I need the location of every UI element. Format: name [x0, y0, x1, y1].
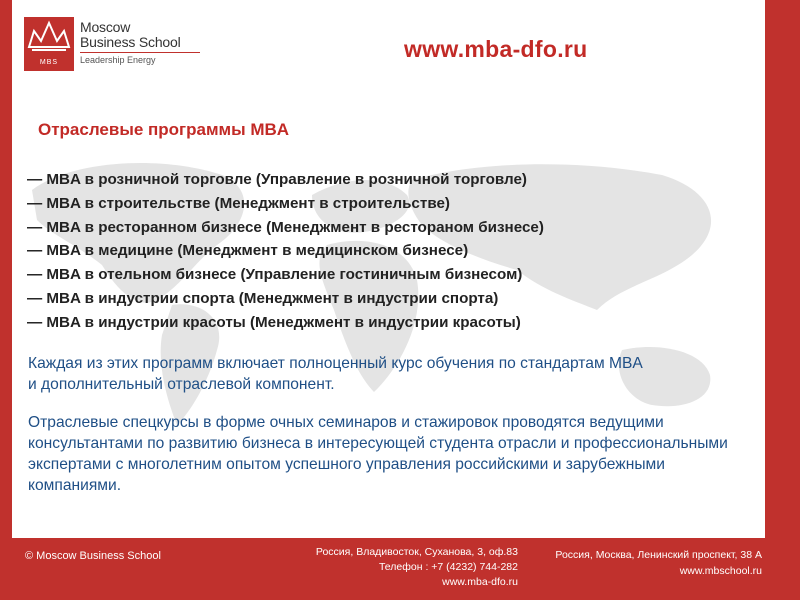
page-number: 14	[738, 9, 753, 24]
footer-copyright: © Moscow Business School	[25, 550, 161, 562]
logo[interactable]	[24, 17, 204, 71]
slide-card	[12, 0, 765, 538]
logo-mark-text: MBS	[39, 59, 59, 66]
footer-vladivostok-contact	[300, 545, 518, 590]
logo-mark	[24, 17, 74, 71]
intro-paragraph: Каждая из этих программ включает полноценный курс обучения по стандартам MBA и дополнительный отраслевой компонент.	[28, 355, 642, 393]
program-item: — MBA в розничной торговле (Управление в розничной торговле)	[27, 171, 527, 188]
program-item: — MBA в ресторанном бизнесе (Менеджмент в ресторaном бизнесе)	[27, 218, 544, 236]
footer-moscow-contact	[520, 547, 762, 579]
logo-divider	[80, 52, 200, 53]
program-item: — MBA в индустрии красоты (Менеджмент в индустрии красоты)	[27, 313, 521, 331]
crown-icon	[24, 17, 74, 53]
logo-tagline: Leadership Energy	[80, 55, 156, 65]
seminars-paragraph: Отраслевые спецкурсы в форме очных семинаров и стажировок проводятся ведущими консультантами по развитию бизнеса в интересующей студента отрасли и профессиональными экспертами с многолетним опытом успешного управления российскими и зарубежными компаниями.	[28, 414, 728, 494]
site-url-link[interactable]: www.mba-dfo.ru	[404, 36, 588, 62]
logo-line-2: Business School	[80, 34, 181, 50]
logo-text	[80, 20, 200, 65]
program-item: — MBA в строительстве (Менеджмент в строительстве)	[27, 194, 450, 212]
moscow-address: Россия, Москва, Ленинский проспект, 38 А	[555, 549, 762, 561]
slide-heading: Отраслевые программы MBA	[38, 120, 290, 139]
vladivostok-site-link[interactable]: www.mba-dfo.ru	[442, 576, 518, 588]
program-item: — MBA в медицине (Менеджмент в медицинском бизнесе)	[27, 242, 469, 260]
program-item: — MBA в отельном бизнесе (Управление гостиничным бизнесом)	[27, 266, 523, 284]
logo-line-1: Moscow	[80, 19, 131, 35]
program-list	[27, 168, 727, 335]
moscow-site-link[interactable]: www.mbschool.ru	[679, 565, 762, 577]
vladivostok-phone: Телефон : +7 (4232) 744-282	[378, 561, 518, 573]
program-item: — MBA в индустрии спорта (Менеджмент в индустрии спорта)	[27, 289, 499, 307]
vladivostok-address: Россия, Владивосток, Суханова, 3, оф.83	[315, 546, 518, 558]
